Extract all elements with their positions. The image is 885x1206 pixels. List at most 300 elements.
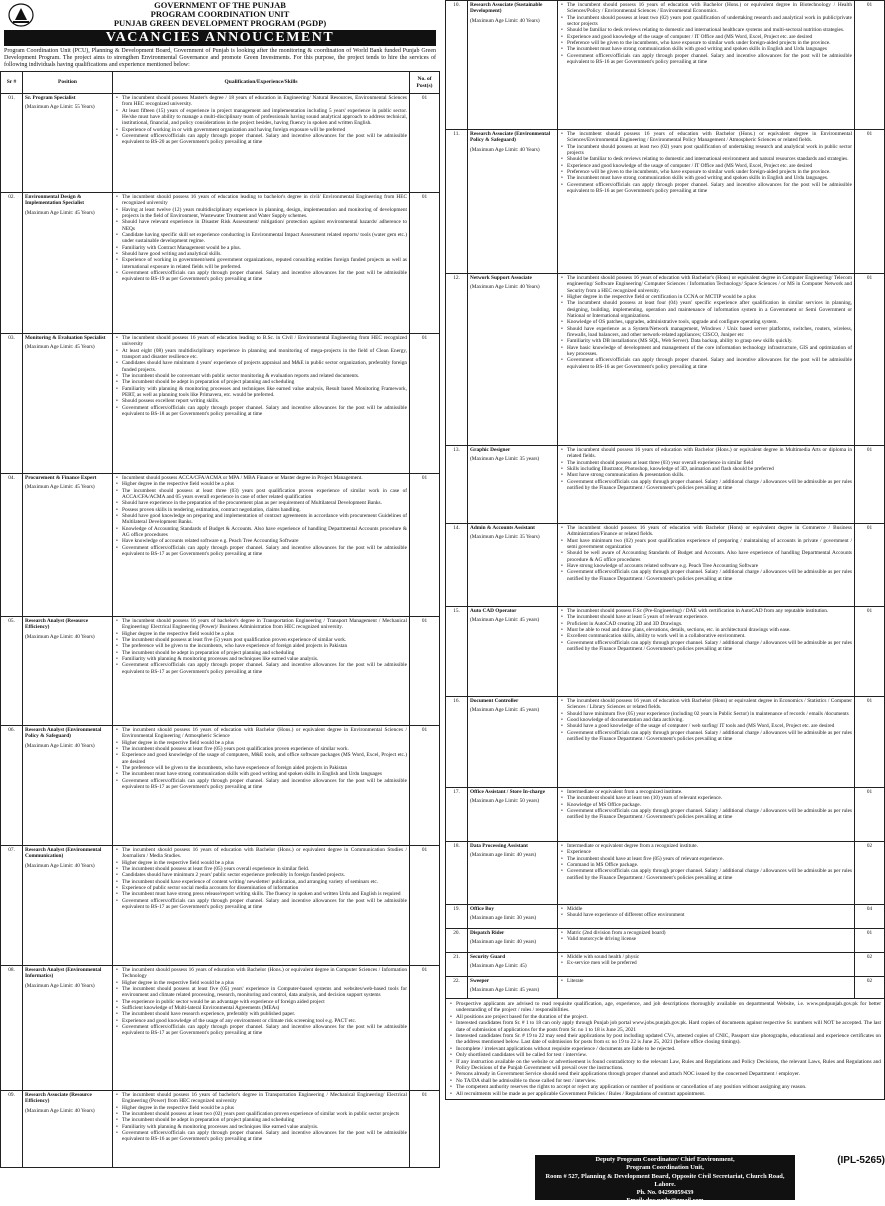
row-sr: 21. — [446, 953, 468, 977]
qualification-list — [560, 789, 852, 821]
age-limit: (Maximum Age Limit: 45 years) — [470, 707, 540, 714]
row-qualification — [558, 1, 855, 130]
table-row — [1, 846, 440, 966]
row-qualification — [558, 788, 855, 842]
qualification-item: • The incumbent should possess 16 years of education with Bachelor (Hons) or equivalent degree in Commerce / Business Administration/Finance or related fields. — [560, 525, 852, 538]
position-title: Research Associate (Sustainable Development) — [470, 2, 543, 15]
qualification-item: • The incumbent should possess 16 years of bachelor's degree in Transportation Engineering / Mechanical Engineering/ Electrical Engineering (Power) from HEC recognized university — [115, 1092, 407, 1105]
qualification-item: • Should be familiar to desk reviews relating to domestic and international healthcare systems and multi-sectoral nutrition strategies. — [560, 27, 852, 33]
qualification-item: • Experience of public sector social media accounts for dissemination of information — [115, 885, 407, 891]
row-sr: 04. — [1, 474, 23, 617]
qualification-item: • Command in MS Office package. — [560, 862, 852, 868]
row-position — [23, 966, 113, 1091]
row-qualification — [558, 842, 855, 905]
row-position — [468, 130, 558, 274]
contact-email: Email: dpc.pgdp@gmail.com — [626, 1197, 704, 1205]
qualification-list — [560, 906, 852, 919]
row-posts: 01 — [410, 334, 440, 474]
qualification-item: • At least eight (08) years multidisciplinary experience in planning and monitoring of mega-projects in the field of Clean Energy, transport and disaster resilience etc. — [115, 348, 407, 361]
note-item: • No TA/DA shall be admissible to those called for test / interview. — [449, 1078, 881, 1084]
row-sr: 14. — [446, 524, 468, 607]
qualification-item: • Have basic knowledge of development and management of the core information technology infrastructure, GIS and optimization of key processes. — [560, 345, 852, 358]
row-qualification — [558, 274, 855, 446]
age-limit: (Maximum Age Limit: 55 Years) — [25, 104, 95, 111]
row-posts: 01 — [855, 697, 885, 788]
table-row — [446, 697, 885, 788]
position-title: Monitoring & Evaluation Specialist — [25, 335, 106, 341]
row-posts: 01 — [410, 474, 440, 617]
row-posts: 02 — [855, 842, 885, 905]
table-row — [1, 94, 440, 193]
qualification-item: • Government officers/officials can apply through proper channel. Salary / additional charge / allowances will be admissible as per rules notified by the Finance Department / Government's policies prevailing at time — [560, 479, 852, 492]
position-title: Admin & Accounts Assistant — [470, 525, 535, 531]
position-title: Sweeper — [470, 978, 490, 984]
qualification-item: • The incumbent should possess 16 years of education with Bachelor (Hons) or equivalent degree in Economics / Statistics / Computer Sciences / Library Sciences or related fields. — [560, 698, 852, 711]
row-position — [23, 334, 113, 474]
qualification-item: • Government officers/officials can apply through proper channel. Salary and incentive allowances for the post will be admissible equivalent to BS-17 as per Government's policy prevailing at time — [115, 778, 407, 791]
qualification-item: • Valid motorcycle driving license — [560, 936, 852, 942]
table-row — [446, 929, 885, 953]
qualification-item: • Incumbent should possess ACCA/CFA/ACMA or MPA / MBA Finance or Master degree in Project Management. — [115, 475, 407, 481]
age-limit: (Maximum Age Limit: 45 years) — [470, 617, 540, 624]
row-position — [23, 617, 113, 726]
qualification-item: • Skills including Illustrator, Photoshop, knowledge of 3D, animation and flash should be preferred — [560, 466, 852, 472]
table-row — [1, 1091, 440, 1168]
table-row — [446, 524, 885, 607]
qualification-item: • Government officers/officials can apply through proper channel. Salary / additional charge / allowances will be admissible as per rules notified by the Finance Department / Government's policies prevailing at time — [560, 569, 852, 582]
qualification-item: • The incumbent should possess at least three (03) year overall experience in similar field — [560, 460, 852, 466]
qualification-item: • Knowledge of OS patches, upgrades, administrative tools, upgrade and configure operating system. — [560, 319, 852, 325]
footer — [445, 1155, 885, 1205]
qualification-item: • The incumbent should possess 16 years of education with Bachelor (Hons.) or equivalent degree in Communication Studies / Journalism / Media Studies. — [115, 847, 407, 860]
qualification-item: • Government officers/officials can apply through proper channel. Salary and incentive allowances for the post will be admissible equivalent to BS-16 as per Government's policy prevailing at time — [560, 182, 852, 195]
qualification-item: • Excellent communication skills, ability to work well in a collaborative environment. — [560, 633, 852, 639]
vacancies-banner: VACANCIES ANNOUCEMENT — [4, 30, 436, 46]
qualification-list — [115, 1092, 407, 1143]
qualification-item: • Familiarity with planning & monitoring processes and techniques like earned value analysis. — [115, 656, 407, 662]
table-row — [446, 446, 885, 524]
row-position — [468, 274, 558, 446]
row-position — [468, 953, 558, 977]
qualification-item: • Should have a good knowledge of the usage of computer / web surfing/ IT tools and (MS Word, Excel, Project etc. are desired — [560, 723, 852, 729]
qualification-item: • The incumbent should have research experience, preferably with published paper. — [115, 1011, 407, 1017]
qualification-item: • The incumbent should possess 16 years of education with Bachelor (Hons.) or equivalent degree in Biotechnology / Health Sciences/Policy / Environmental Sciences / Environmental Economics. — [560, 2, 852, 15]
table-row — [446, 977, 885, 999]
qualification-item: • Must be able to read and draw plans, elevations, details, sections, etc. in architectural drawings with ease. — [560, 627, 852, 633]
qualification-item: • Government officers/officials can apply through proper channel. Salary and incentive allowances for the post will be admissible equivalent to BS-17 as per Government's policy prevailing at time — [115, 898, 407, 911]
note-item: • The competent authority reserves the rights to accept or reject any application or number of positions or cancellation of any position without assigning any reason. — [449, 1084, 881, 1090]
qualification-item: • Candidate having specific skill set experience conducting in Environmental Impact Assessment related reports/ tools (water gem etc.) under sustainable development regime. — [115, 232, 407, 245]
qualification-item: • The incumbent should possess at least two (02) years post qualification proven experience of similar work in public sector projects — [115, 1111, 407, 1117]
row-position — [468, 977, 558, 999]
table-row — [446, 1, 885, 130]
row-posts: 01 — [410, 846, 440, 966]
table-header-row — [1, 72, 440, 94]
age-limit: (Maximum Age Limit: 45 years) — [470, 987, 540, 994]
table-row — [1, 334, 440, 474]
notes-section — [445, 999, 885, 1100]
row-posts: 01 — [410, 966, 440, 1091]
qualification-item: • Familiarity with DB installations (MS SQL, Web Server). Data backup, ability to grasp new skills quickly. — [560, 338, 852, 344]
table-row — [1, 193, 440, 334]
position-title: Environmental Design & Implementation Specialist — [25, 194, 85, 207]
position-title: Office Assistant / Store In-charge — [470, 789, 545, 795]
age-limit: (Maximum Age Limit: 35 Years) — [470, 534, 540, 541]
row-position — [23, 726, 113, 846]
row-sr: 09. — [1, 1091, 23, 1168]
qualification-item: • Government officers/officials can apply through proper channel. Salary and incentive allowances for the post will be admissible equivalent to BS-17 as per Government's policy prevailing at time — [115, 545, 407, 558]
row-sr: 05. — [1, 617, 23, 726]
vacancies-table-left — [0, 71, 440, 1168]
header-line-2: PROGRAM COORDINATION UNIT — [150, 9, 290, 19]
position-title: Data Processing Assistant — [470, 843, 528, 849]
qualification-list — [560, 2, 852, 65]
row-sr: 16. — [446, 697, 468, 788]
qualification-item: • Experience and good knowledge of the usage of any environment or climate risk screening tool e.g. PACT etc. — [115, 1018, 407, 1024]
qualification-item: • Should have good writing and analytical skills. — [115, 251, 407, 257]
qualification-item: • Government officers/officials can apply through proper channel. Salary and incentive allowances for the post will be admissible equivalent to BS-16 as per Government's policy prevailing at time — [115, 1130, 407, 1143]
qualification-item: • The incumbent should possess 16 years of education with Bachelor's (Hons) or equivalent degree in Computer Engineering/ Telecom engineering/ Software Engineering/ Computer Sciences / Information Technology/ Space Sciences / or MS in Computer Network and Security from a HEC recognized university. — [560, 275, 852, 294]
qualification-item: • The preference will be given to the incumbents, who have experience of foreign aided projects in Pakistan — [115, 765, 407, 771]
qualification-item: • Preference will be given to the incumbents, who have exposure to similar work under foreign-aided projects in the province. — [560, 40, 852, 46]
qualification-item: • Sufficient knowledge of Multi-lateral Environmental Agreements (MEAs) — [115, 1005, 407, 1011]
row-qualification — [113, 1091, 410, 1168]
row-sr: 08. — [1, 966, 23, 1091]
row-qualification — [558, 929, 855, 953]
left-column — [0, 0, 440, 1200]
qualification-item: • Government officers/officials can apply through proper channel. Salary / additional charge / allowances will be admissible as per rules notified by the Finance Department / Government's policies prevailing at time — [560, 640, 852, 653]
qualification-item: • Good knowledge of documentation and data archiving. — [560, 717, 852, 723]
table-row — [1, 474, 440, 617]
row-qualification — [113, 94, 410, 193]
qualification-item: • The preference will be given to the incumbents, who have experience of foreign aided projects in Pakistan — [115, 643, 407, 649]
qualification-list — [560, 954, 852, 967]
row-position — [468, 524, 558, 607]
qualification-item: • Government officers/officials can apply through proper channel. Salary and incentive allowances for the post will be admissible equivalent to BS-16 as per Government's policy prevailing at time — [560, 357, 852, 370]
qualification-list — [560, 447, 852, 491]
contact-phone: Ph. No. 04299059439 — [636, 1189, 694, 1197]
header-posts: No. of Post(s) — [410, 72, 440, 94]
qualification-item: • Higher degree in the respective field would be a plus — [115, 980, 407, 986]
qualification-item: • Experience — [560, 849, 852, 855]
vacancies-table-right — [445, 0, 885, 999]
position-title: Dispatch Rider — [470, 930, 505, 936]
qualification-item: • Familiarity with planning & monitoring processes and techniques like earned value analysis, Result based Monitoring Framework, PERT, as well as planning tools like Primavera, etc. would be preferred. — [115, 386, 407, 399]
qualification-item: • Government officers/officials can apply through proper channel. Salary and incentive allowances for the post will be admissible equivalent to BS-16 as per Government's policy prevailing at time — [560, 53, 852, 66]
header-sr: Sr # — [1, 72, 23, 94]
qualification-item: • The incumbent should possess at least four (04) years' specific experience after qualification in similar services in planning, designing, building, implementing, operation and maintenance of information system in a Government or Semi Government or National or International organizations. — [560, 300, 852, 319]
note-item: • All recruitments will be made as per applicable Government Policies / Rules / Regulations of contract appointment. — [449, 1091, 881, 1097]
row-position — [468, 842, 558, 905]
row-qualification — [558, 905, 855, 929]
qualification-item: • Experience of working in government/semi government organizations, reputed consulting entities foreign funded projects as well as international exposure in related fields will be preferred. — [115, 257, 407, 270]
position-title: Research Analyst (Resource Efficiency) — [25, 618, 89, 631]
table-row — [1, 726, 440, 846]
table-row — [1, 966, 440, 1091]
qualification-item: • The incumbent must have strong communication skills with good writing and spoken skills in English and Urdu languages — [560, 46, 852, 52]
qualification-item: • Knowledge of MS Office package. — [560, 802, 852, 808]
qualification-item: • Should be familiar to desk reviews relating to domestic and international environment and natural resources standards and strategies. — [560, 156, 852, 162]
row-qualification — [558, 446, 855, 524]
row-position — [468, 905, 558, 929]
ipl-number: (IPL-5265) — [837, 1155, 885, 1166]
row-qualification — [113, 617, 410, 726]
row-posts: 04 — [855, 905, 885, 929]
qualification-list — [560, 525, 852, 582]
qualification-item: • Experience of working in or with government organization and having foreign exposure will be preferred — [115, 127, 407, 133]
position-title: Network Support Associate — [470, 275, 532, 281]
qualification-item: • Familiarity with planning & monitoring processes and techniques like earned value analysis. — [115, 1124, 407, 1130]
qualification-item: • The incumbent should possess at least five (05) years overall experience in similar field. — [115, 866, 407, 872]
right-table-body — [446, 1, 885, 999]
position-title: Research Analyst (Environmental Communication) — [25, 847, 102, 860]
row-sr: 12. — [446, 274, 468, 446]
row-position — [468, 929, 558, 953]
qualification-item: • Should possess excellent report writing skills. — [115, 398, 407, 404]
row-sr: 03. — [1, 334, 23, 474]
qualification-item: • Should be well aware of Accounting Standards of Budget and Accounts. Also have experience of handling Departmental Accounts procedure & AG office procedures — [560, 550, 852, 563]
qualification-item: • Candidates should have minimum 2 years' public sector experience preferably in foreign funded projects. — [115, 872, 407, 878]
qualification-item: • The incumbent should possess 16 years of education with Bachelor (Hons.) or equivalent degree in Environmental Sciences/Environmental Engineering / Environmental Policy Management / Atmospheric Sciences or related fields. — [560, 131, 852, 144]
qualification-item: • Should have experience as a System/Network management, Windows / Unix based server platforms, switches, routers, wireless, firewalls, load balancers, and other network-related appliances; CISCO, Juniper etc — [560, 326, 852, 339]
note-item: • If any instruction available on the website or advertisement is found contradictory to the relevant Law, Rules and Regulations and Policy Decisions, the relevant Laws, Rules and Regulations and Policy Decisions of the Punjab Government will prevail over the instructions. — [449, 1059, 881, 1072]
row-posts: 01 — [855, 446, 885, 524]
header-line-1: GOVERNMENT OF THE PUNJAB — [154, 0, 286, 10]
row-sr: 20. — [446, 929, 468, 953]
row-qualification — [558, 953, 855, 977]
qualification-list — [115, 95, 407, 146]
age-limit: (Maximum Age Limit: 40 Years) — [25, 633, 95, 640]
qualification-item: • Should have experience in the preparation of the procurement plan as per requirement of Multilateral Development Banks. — [115, 500, 407, 506]
qualification-item: • The incumbent should possess 16 years of education with Bachelor (Hons.) or equivalent degree in Multimedia Arts or diploma in related fields. — [560, 447, 852, 460]
qualification-item: • Literate — [560, 978, 852, 984]
qualification-item: • The incumbent should possess 16 years of education with Bachelor (Hons.) or equivalent degree in Environmental Sciences / Environmental Engineering / Atmospheric Science — [115, 727, 407, 740]
qualification-item: • Higher degree in the respective field or certification in CCNA or MCTIP would be a plus — [560, 294, 852, 300]
row-posts: 01 — [410, 617, 440, 726]
table-row — [446, 788, 885, 842]
qualification-item: • The incumbent should possess at least two (02) years post qualification of undertaking research and analytical work in public sector projects — [560, 144, 852, 157]
row-posts: 01 — [410, 193, 440, 334]
position-title: Auto CAD Operator — [470, 608, 517, 614]
position-title: Sr. Program Specialist — [25, 95, 76, 101]
qualification-item: • Possess proven skills in tendering, estimation, contract negotiation, claims handling. — [115, 507, 407, 513]
table-row — [446, 842, 885, 905]
row-position — [23, 193, 113, 334]
qualification-item: • Intermediate or equivalent degree from a recognized institute. — [560, 843, 852, 849]
row-posts: 01 — [855, 607, 885, 697]
qualification-item: • Government officers/officials can apply through proper channel. Salary and incentive allowances for the post will be admissible equivalent to BS-19 as per Government's policy prevailing at time — [115, 270, 407, 283]
position-title: Office Boy — [470, 906, 494, 912]
qualification-item: • Government officers/officials can apply through proper channel. Salary and incentive allowances for the post will be admissible equivalent to BS-17 as per Government's policy prevailing at time — [115, 1024, 407, 1037]
age-limit: (Maximum Age Limit: 40 Years) — [25, 862, 95, 869]
age-limit: (Maximum Age Limit: 45 Years) — [25, 344, 95, 351]
row-posts: 02 — [855, 953, 885, 977]
age-limit: (Maximum age limit: 40 years) — [470, 852, 537, 859]
qualification-item: • The experience in public sector would be an advantage with experience of foreign aided project — [115, 999, 407, 1005]
age-limit: (Maximum Age Limit: 40 Years) — [25, 982, 95, 989]
qualification-item: • Having at least twelve (12) years multidisciplinary experience in planning, design, implementation and monitoring of development projects in the field of Environment, Wastewater Treatment and Water Supply schemes. — [115, 207, 407, 220]
row-posts: 01 — [855, 1, 885, 130]
qualification-list — [560, 698, 852, 742]
qualification-item: • Government officers/officials can apply through proper channel. Salary and incentive allowances for the post will be admissible equivalent to BS-18 as per Government's policy prevailing at time — [115, 405, 407, 418]
header-position: Position — [23, 72, 113, 94]
qualification-list — [560, 608, 852, 652]
qualification-list — [115, 847, 407, 910]
notes-list — [449, 1001, 881, 1097]
row-qualification — [558, 697, 855, 788]
row-position — [468, 446, 558, 524]
qualification-item: • Have strong knowledge of accounts related software e.g. Peach Tree Accounting Software — [560, 563, 852, 569]
row-sr: 19. — [446, 905, 468, 929]
age-limit: (Maximum Age Limit: 35 years) — [470, 456, 540, 463]
row-qualification — [113, 193, 410, 334]
qualification-item: • The incumbent should have experience of content writing/ newsletter/ publication, and arranging variety of seminars etc. — [115, 879, 407, 885]
qualification-item: • Preference will be given to the incumbents, who have exposure to similar work under foreign-aided projects in the province. — [560, 169, 852, 175]
qualification-list — [115, 618, 407, 675]
qualification-item: • The incumbent should possess at least three (03) years post qualification proven experience of similar work in case of ACCA/CFA/ACMA and 05 years overall experience in case of other related qualification — [115, 488, 407, 501]
qualification-list — [560, 930, 852, 943]
note-item: • Interested candidates from Sr. # 1 to 18 can only apply through Punjab job portal www.jobs.punjab.gov.pk. Hard copies of documents against respective Sr. numbers will NOT be accepted. The last date of submission of applications for the posts from Sr. no 1 to 18 is June 25, 2021 — [449, 1020, 881, 1033]
qualification-item: • Candidates should have minimum 4 years' experience of projects appraisal and M&E in public sector organization, preferably foreign funded projects. — [115, 360, 407, 373]
row-position — [468, 788, 558, 842]
row-posts: 01 — [410, 1091, 440, 1168]
row-position — [468, 607, 558, 697]
age-limit: (Maximum Age Limit: 50 years) — [470, 798, 540, 805]
qualification-item: • The incumbent should have at least five (05) years of relevant experience. — [560, 856, 852, 862]
qualification-item: • Higher degree in the respective field would be a plus — [115, 1105, 407, 1111]
qualification-item: • The incumbent must have strong communication skills with good writing and spoken skills in English and Urdu languages — [115, 771, 407, 777]
note-item: • All positions are project based for the duration of the project. — [449, 1014, 881, 1020]
qualification-item: • The incumbent must have strong communication skills with good writing and spoken skills in English and Urdu languages. — [560, 175, 852, 181]
qualification-list — [560, 978, 852, 984]
position-title: Research Associate (Resource Efficiency) — [25, 1092, 92, 1105]
punjab-emblem-icon — [6, 2, 36, 28]
qualification-item: • Must have minimum two (02) years post qualification experience of preparing / maintaining of accounts in private / government / semi government organization — [560, 538, 852, 551]
row-qualification — [558, 130, 855, 274]
row-position — [23, 474, 113, 617]
row-sr: 18. — [446, 842, 468, 905]
age-limit: (Maximum age limit: 40 years) — [470, 939, 537, 946]
contact-box — [535, 1155, 795, 1205]
row-qualification — [558, 977, 855, 999]
qualification-item: • Matric (2nd division from a recognized board) — [560, 930, 852, 936]
note-item: • Interested candidates from Sr. # 19 to 22 may send their applications by post including updated CVs, attested copies of CNIC, Passport size photographs, educational and experience certificates on the address mentioned below. Last date of submission for posts from sr. no 19 to 22 is June 25, 2021 (before office closing timings). — [449, 1033, 881, 1046]
qualification-list — [115, 335, 407, 417]
age-limit: (Maximum Age Limit: 45 Years) — [25, 484, 95, 491]
table-row — [446, 607, 885, 697]
table-row — [446, 953, 885, 977]
row-position — [23, 94, 113, 193]
row-sr: 07. — [1, 846, 23, 966]
row-qualification — [113, 966, 410, 1091]
qualification-item: • Familiarity with Contract Management would be a plus. — [115, 245, 407, 251]
note-item: • Prospective applicants are advised to read requisite qualification, age, experience, and job descriptions thoroughly available on departmental Website, i.e. www.pndpunjab.gov.pk for better understanding of the project / roles / responsibilities. — [449, 1001, 881, 1014]
row-position — [23, 1091, 113, 1168]
age-limit: (Maximum Age Limit: 40 Years) — [25, 1107, 95, 1114]
table-row — [1, 617, 440, 726]
qualification-item: • Higher degree in the respective field would be a plus — [115, 860, 407, 866]
qualification-item: • Should have minimum five (05) year experience (including 02 years in Public Sector) in maintenance of records / emails /documents — [560, 711, 852, 717]
qualification-item: • The incumbent should possess F.Sc (Pre-Engineering) / DAE with certification in AutoCAD from any reputable institution. — [560, 608, 852, 614]
row-qualification — [113, 474, 410, 617]
position-title: Research Analyst (Environmental Informatics) — [25, 967, 102, 980]
row-position — [468, 697, 558, 788]
qualification-item: • The incumbent should possess at least five (05) years' experience in Computer-based systems and websites/web-based tools for environment and climate related processing, research, monitoring and control, data analysis, and decision support systems — [115, 986, 407, 999]
row-sr: 22. — [446, 977, 468, 999]
left-table-body — [1, 94, 440, 1168]
qualification-item: • The incumbent should possess 16 years of bachelor's degree in Transportation Engineering / Transport Management / Mechanical Engineering/ Electrical Engineering (Power)/ Business Administration from HEC recognized university. — [115, 618, 407, 631]
header-qualification: Qualification/Experience/Skills — [113, 72, 410, 94]
qualification-list — [115, 727, 407, 790]
position-title: Graphic Designer — [470, 447, 511, 453]
row-position — [468, 1, 558, 130]
qualification-item: • Government officers/officials can apply through proper channel. Salary and incentive allowances for the post will be admissible equivalent to BS-20 as per Government's policy prevailing at time — [115, 133, 407, 146]
qualification-list — [115, 194, 407, 283]
qualification-item: • Government officers/officials can apply through proper channel. Salary / additional charge / allowances will be admissible as per rules notified by the Finance Department / Government's policies prevailing at time — [560, 730, 852, 743]
row-posts: 01 — [855, 788, 885, 842]
row-sr: 13. — [446, 446, 468, 524]
table-row — [446, 130, 885, 274]
qualification-item: • Ex-service men will be preferred — [560, 960, 852, 966]
qualification-item: • Knowledge of Accounting Standards of Budget & Accounts. Also have experience of handling Departmental Accounts procedure & AG office procedures — [115, 526, 407, 539]
qualification-item: • The incumbent should possess 16 years of education with Bachelor (Hons.) or equivalent degree in Computer Sciences / Information Technology — [115, 967, 407, 980]
qualification-list — [560, 131, 852, 194]
row-position — [23, 846, 113, 966]
qualification-item: • The incumbent should have at least ten (10) years of relevant experience. — [560, 795, 852, 801]
qualification-item: • Should have experience of different office environment — [560, 912, 852, 918]
row-qualification — [113, 726, 410, 846]
qualification-item: • Government officers/officials can apply through proper channel. Salary and incentive allowances for the post will be admissible equivalent to BS-17 as per Government's policy prevailing at time — [115, 662, 407, 675]
row-posts: 01 — [855, 929, 885, 953]
qualification-item: • Intermediate or equivalent from a recognized institute. — [560, 789, 852, 795]
row-sr: 10. — [446, 1, 468, 130]
age-limit: (Maximum Age Limit: 45) — [470, 963, 527, 970]
qualification-item: • Experience and good knowledge of the usage of computer / IT Office and (MS Word, Excel, Project etc. are desired — [560, 34, 852, 40]
qualification-item: • Government officers/officials can apply through proper channel. Salary / additional charge / allowances will be admissible as per rules notified by the Finance Department / Government's policies prevailing at time — [560, 808, 852, 821]
qualification-item: • Proficient in AutoCAD creating 2D and 3D Drawings. — [560, 621, 852, 627]
row-posts: 01 — [855, 274, 885, 446]
contact-line-2: Program Coordination Unit, — [626, 1164, 704, 1172]
position-title: Research Analyst (Environmental Policy & Safeguard) — [25, 727, 102, 740]
qualification-item: • Government officers/officials can apply through proper channel. Salary / additional charge / allowances will be admissible as per rules notified by the Finance Department / Government's policies prevailing at time — [560, 868, 852, 881]
qualification-item: • Higher degree in the respective field would be a plus — [115, 481, 407, 487]
intro-paragraph: Program Coordination Unit (PCU), Planning & Development Board, Government of Punjab is looking after the monitoring & coordination of World Bank funded Punjab Green Development Program. The project aims to strengthen Environmental Governance and promote Green Investments. For this purpose, the project tends to hire the services of following individuals having qualifications and experience mentioned below: — [4, 48, 436, 68]
table-row — [446, 905, 885, 929]
age-limit: (Maximum Age Limit: 40 Years) — [470, 284, 540, 291]
header-line-3: PUNJAB GREEN DEVELOPMENT PROGRAM (PGDP) — [113, 18, 327, 28]
qualification-item: • The incumbent should possess at least five (05) years post qualification proven experience of similar work. — [115, 746, 407, 752]
qualification-item: • At least fifteen (15) years of experience in project management and implementation including 5 years' experience in public sector. He/she must have ability to manage a multi-disciplinary team of professionals having sound analytical approach to address technical, institutional, financial, and policy considerations in the project besides, having fluency in spoken and written English. — [115, 108, 407, 127]
row-sr: 15. — [446, 607, 468, 697]
row-posts: 01 — [855, 130, 885, 274]
qualification-item: • The incumbent should be adept in preparation of project planning and scheduling — [115, 379, 407, 385]
qualification-item: • The incumbent should possess Master's degree / 18 years of education in Engineering/ Natural Resources, Environmental Sciences from HEC recognized university. — [115, 95, 407, 108]
position-title: Document Controller — [470, 698, 519, 704]
note-item: • Only shortlisted candidates will be called for test / interview. — [449, 1052, 881, 1058]
row-qualification — [558, 607, 855, 697]
qualification-list — [115, 967, 407, 1037]
qualification-item: • The incumbent should possess at least two (02) years post qualification of undertaking research and analytical work in public/private sector projects — [560, 15, 852, 28]
age-limit: (Maximum Age Limit: 40 Years) — [25, 742, 95, 749]
qualification-item: • The incumbent should possess 16 years of education leading to B.Sc. in Civil / Environmental Engineering from HEC recognized university — [115, 335, 407, 348]
qualification-item: • Must have strong communication & presentation skills. — [560, 472, 852, 478]
qualification-list — [115, 475, 407, 557]
qualification-item: • Higher degree in the respective field would be a plus — [115, 631, 407, 637]
table-row — [446, 274, 885, 446]
qualification-item: • Higher degree in the respective field would be a plus — [115, 740, 407, 746]
note-item: • Persons already in Government Service should send their applications through proper channel and attach NOC issued by the concerned Department / employer. — [449, 1071, 881, 1077]
contact-line-1: Deputy Program Coordinator/ Chief Environment, — [595, 1156, 735, 1163]
